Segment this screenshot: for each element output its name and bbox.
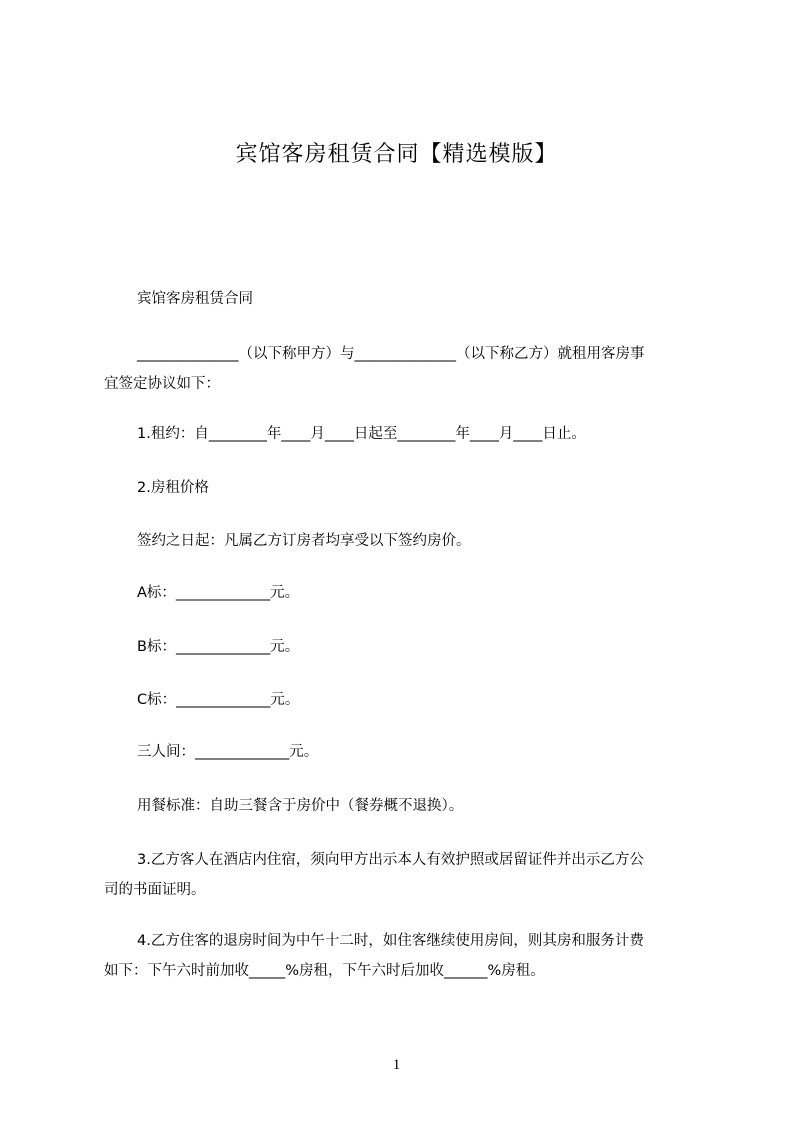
intro-paragraph: [104, 339, 700, 399]
contract-subtitle: [104, 284, 733, 314]
clause-1-text: 1.租约：自________年____月____日起至________年____月____日止。: [137, 426, 586, 442]
sign-date-paragraph: [104, 526, 733, 556]
rate-triple-text: 三人间：_____________元。: [137, 744, 319, 760]
clause-1-lease-term: [104, 419, 733, 449]
rate-c-line: [104, 685, 733, 715]
clause-2-text: 2.房租价格: [137, 480, 209, 496]
page-number: 1: [392, 1057, 401, 1073]
sign-date-text: 签约之日起：凡属乙方订房者均享受以下签约房价。: [137, 533, 471, 549]
document-title: 宾馆客房租赁合同【精选模版】: [235, 142, 558, 167]
intro-line-2: 宜签定协议如下：: [104, 376, 220, 392]
clause-3-line-1: 3.乙方客人在酒店内住宿，须向甲方出示本人有效护照或居留证件并出示乙方公: [137, 852, 644, 868]
clause-3-line-2: 司的书面证明。: [104, 882, 206, 898]
intro-line-1: ______________（以下称甲方）与______________（以下称乙方）就租用客房事: [137, 346, 645, 362]
rate-a-text: A标：_____________元。: [137, 585, 300, 601]
meal-standard-text: 用餐标准：自助三餐含于房价中（餐券概不退换）。: [137, 798, 464, 814]
rate-b-line: [104, 632, 733, 662]
contract-subtitle-text: 宾馆客房租赁合同: [137, 291, 253, 307]
clause-2-heading: [104, 473, 733, 503]
clause-4-paragraph: [104, 926, 700, 986]
rate-b-text: B标：_____________元。: [137, 639, 300, 655]
meal-standard-line: [104, 791, 733, 821]
rate-a-line: [104, 578, 733, 608]
clause-4-line-1: 4.乙方住客的退房时间为中午十二时，如住客继续使用房间，则其房和服务计费: [137, 933, 644, 949]
clause-3-paragraph: [104, 845, 700, 905]
rate-c-text: C标：_____________元。: [137, 692, 300, 708]
clause-4-line-2: 如下：下午六时前加收_____%房租，下午六时后加收______%房租。: [104, 963, 545, 979]
rate-triple-line: [104, 737, 733, 767]
